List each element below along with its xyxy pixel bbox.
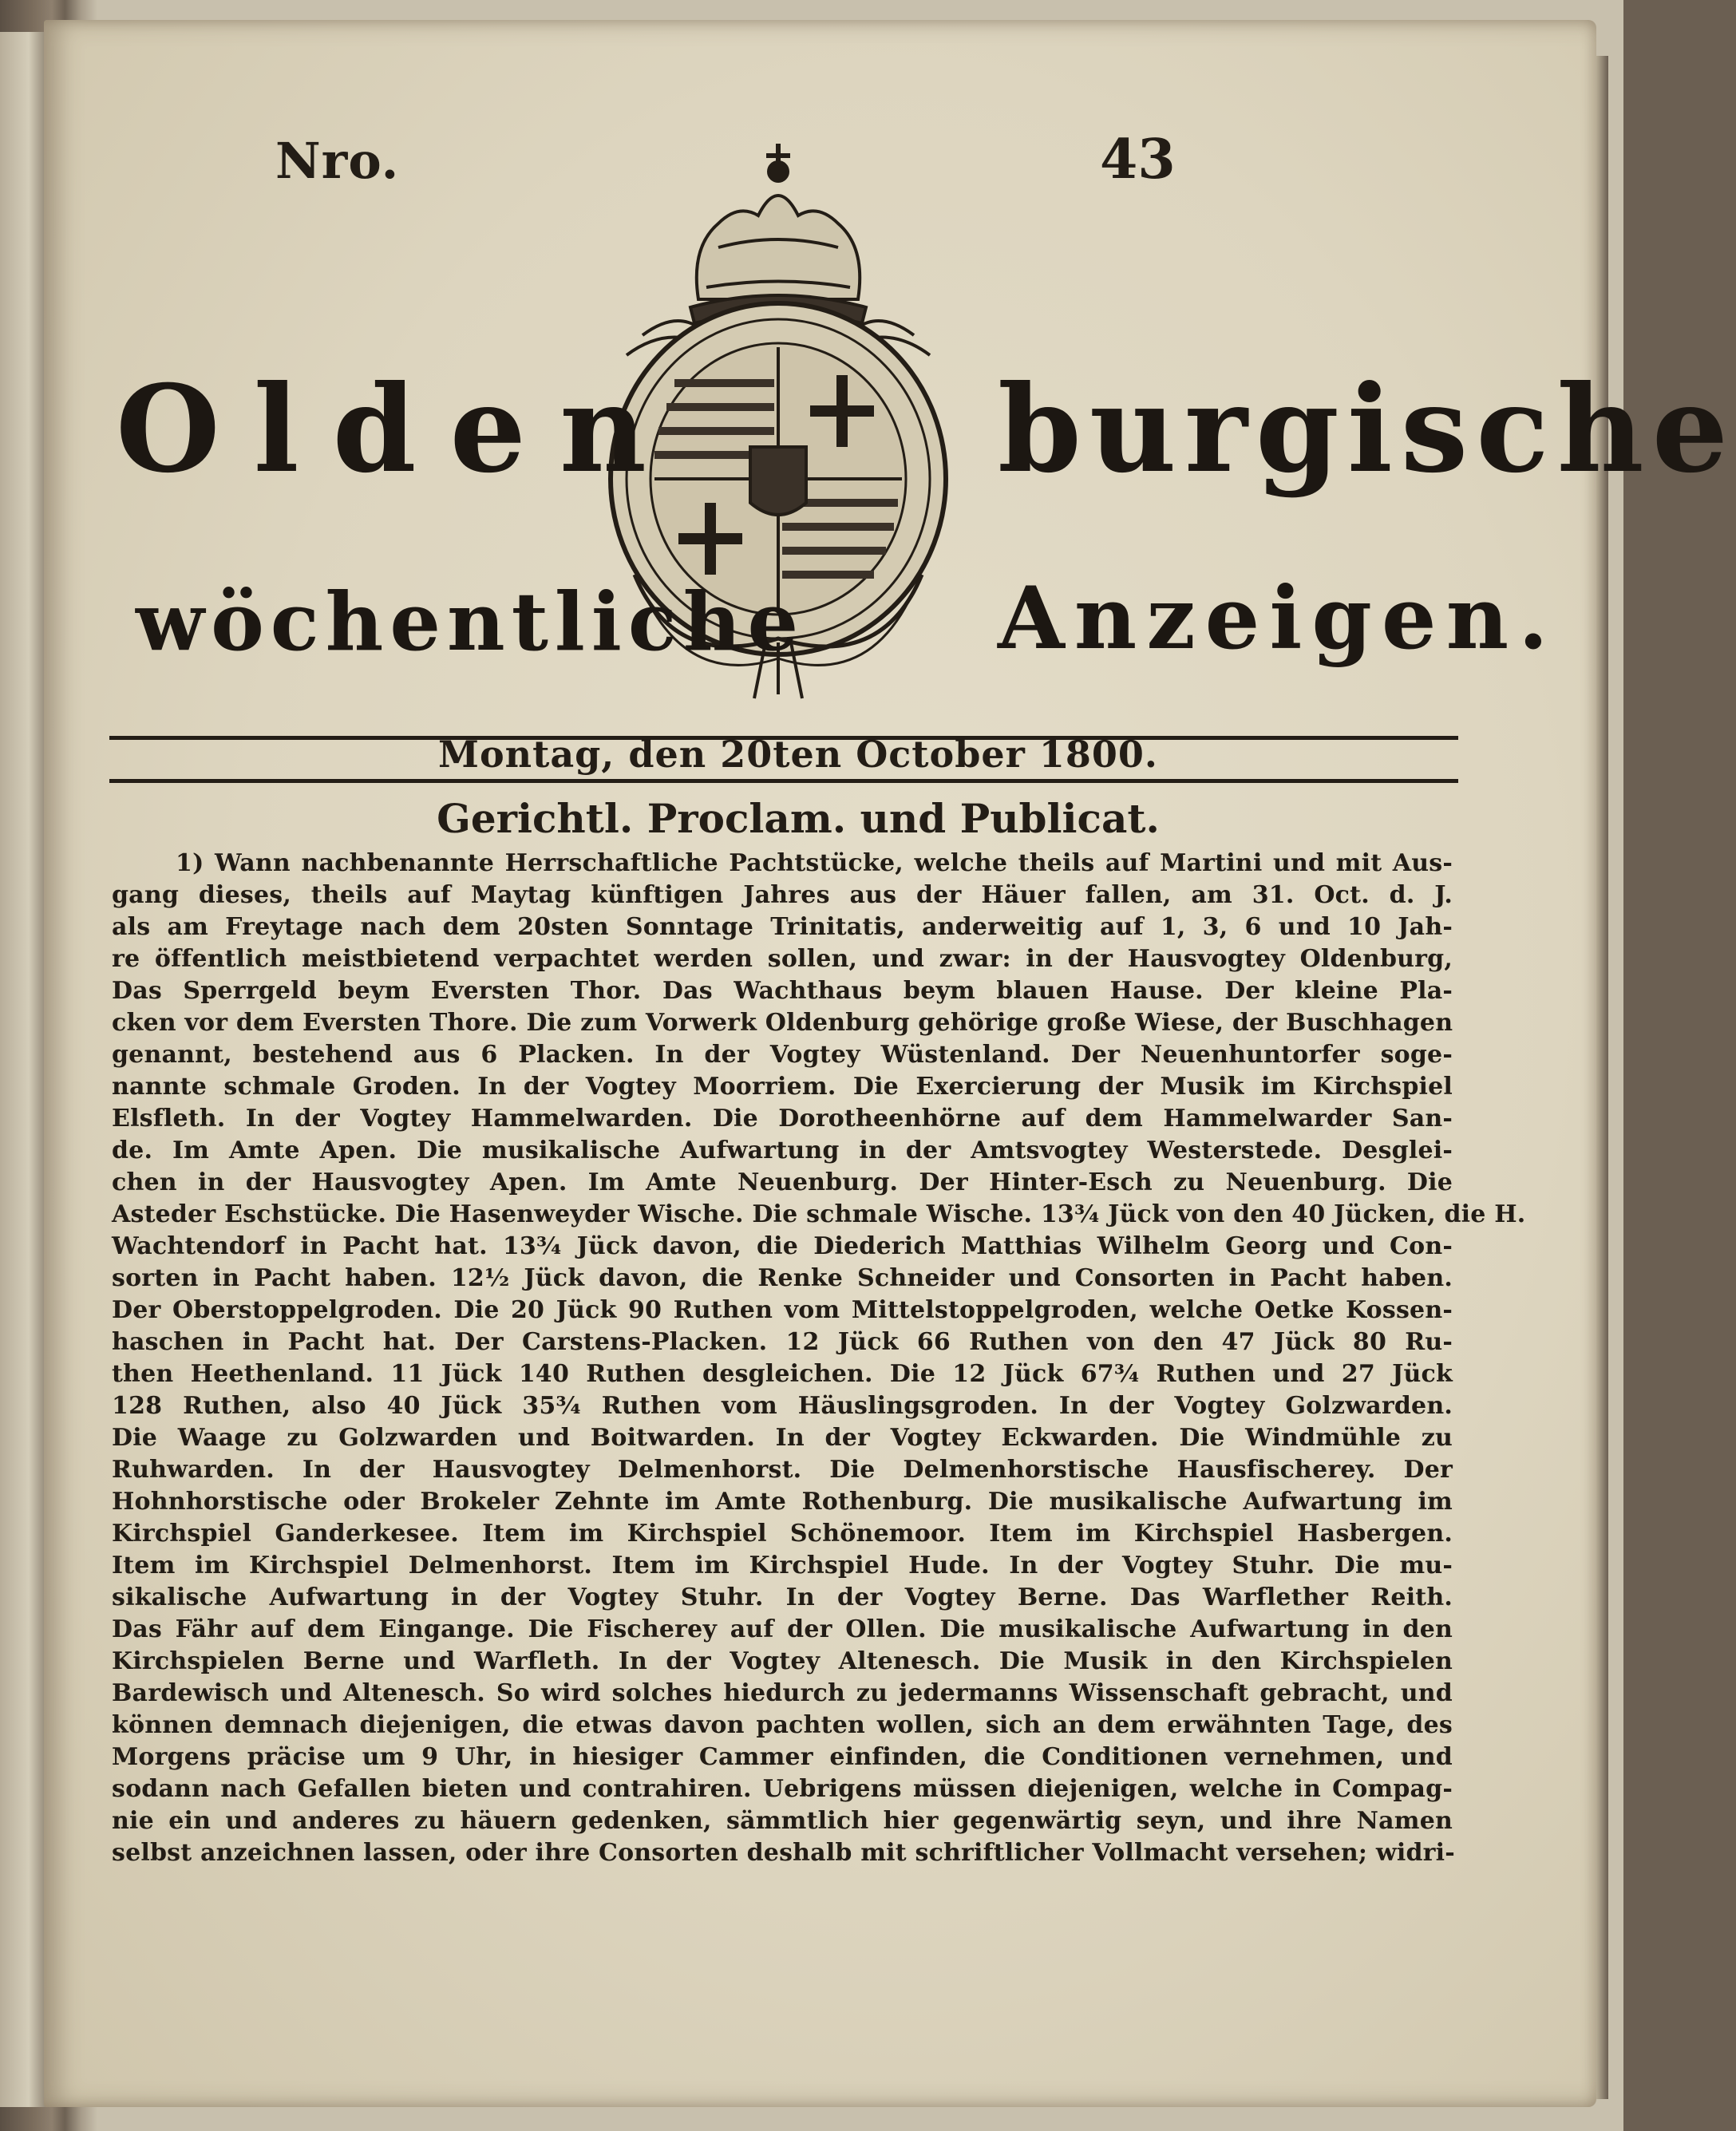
article-line: Das Sperrgeld beym Eversten Thor. Das Wachthaus beym blauen Hause. Der kleine Pla- (112, 977, 1453, 1005)
article-line: Das Fähr auf dem Eingange. Die Fischerey auf der Ollen. Die musikalische Aufwartung in den (112, 1615, 1453, 1643)
article-line: selbst anzeichnen lassen, oder ihre Consorten deshalb mit schriftlicher Vollmacht versehen; widri- (112, 1839, 1455, 1867)
facing-page-edge (0, 32, 48, 2107)
article-line: Elsfleth. In der Vogtey Hammelwarden. Die Dorotheenhörne auf dem Hammelwarder San- (112, 1105, 1453, 1133)
article-line: 1) Wann nachbenannte Herrschaftliche Pachtstücke, welche theils auf Martini und mit Aus- (176, 849, 1453, 877)
article-line: gang dieses, theils auf Maytag künftigen Jahres aus der Häuer fallen, am 31. Oct. d. J. (112, 881, 1453, 909)
article-line: Hohnhorstische oder Brokeler Zehnte im Amte Rothenburg. Die musikalische Aufwartung im (112, 1488, 1453, 1516)
article-line: nie ein und anderes zu häuern gedenken, sämmtlich hier gegenwärtig seyn, und ihre Namen (112, 1807, 1453, 1835)
article-line: Wachtendorf in Pacht hat. 13¾ Jück davon, die Diederich Matthias Wilhelm Georg und Con- (112, 1232, 1453, 1260)
article-line: cken vor dem Eversten Thore. Die zum Vorwerk Oldenburg gehörige große Wiese, der Buschhagen (112, 1009, 1453, 1037)
article-line: Item im Kirchspiel Delmenhorst. Item im Kirchspiel Hude. In der Vogtey Stuhr. Die mu- (112, 1552, 1453, 1579)
masthead-word-anzeigen: Anzeigen. (998, 568, 1558, 669)
article-line: haschen in Pacht hat. Der Carstens-Placken. 12 Jück 66 Ruthen von den 47 Jück 80 Ru- (112, 1328, 1453, 1356)
masthead-word-woechentliche: wöchentliche (136, 575, 805, 669)
article-line: re öffentlich meistbietend verpachtet werden sollen, und zwar: in der Hausvogtey Oldenburg, (112, 945, 1453, 973)
article-line: Kirchspielen Berne und Warfleth. In der Vogtey Altenesch. Die Musik in den Kirchspielen (112, 1647, 1453, 1675)
masthead-word-olden: Olden (116, 359, 681, 500)
article-line: sikalische Aufwartung in der Vogtey Stuhr. In der Vogtey Berne. Das Warflether Reith. (112, 1583, 1453, 1611)
article-body (112, 848, 1526, 1869)
issue-label: Nro. (275, 132, 400, 190)
article-line: sodann nach Gefallen bieten und contrahiren. Uebrigens müssen diejenigen, welche in Compag- (112, 1775, 1453, 1803)
article-line: nannte schmale Groden. In der Vogtey Moorriem. Die Exercierung der Musik im Kirchspiel (112, 1073, 1453, 1101)
article-line: Ruhwarden. In der Hausvogtey Delmenhorst. Die Delmenhorstische Hausfischerey. Der (112, 1456, 1453, 1484)
article-line: de. Im Amte Apen. Die musikalische Aufwartung in der Amtsvogtey Westerstede. Desglei- (112, 1137, 1453, 1164)
article-line: Bardewisch und Altenesch. So wird solches hiedurch zu jedermanns Wissenschaft gebracht, und (112, 1679, 1453, 1707)
article-line: Die Waage zu Golzwarden und Boitwarden. In der Vogtey Eckwarden. Die Windmühle zu (112, 1424, 1453, 1452)
issue-date: Montag, den 20ten October 1800. (438, 733, 1158, 776)
article-line: sorten in Pacht haben. 12½ Jück davon, die Renke Schneider und Consorten in Pacht haben. (112, 1264, 1453, 1292)
article-line: als am Freytage nach dem 20sten Sonntage Trinitatis, anderweitig auf 1, 3, 6 und 10 Jah- (112, 913, 1453, 941)
article-line: können demnach diejenigen, die etwas davon pachten wollen, sich an dem erwähnten Tage, des (112, 1711, 1453, 1739)
masthead-word-burgische: burgische (998, 359, 1736, 500)
article-line: chen in der Hausvogtey Apen. Im Amte Neuenburg. Der Hinter-Esch zu Neuenburg. Die (112, 1168, 1453, 1196)
section-title: Gerichtl. Proclam. und Publicat. (437, 795, 1160, 842)
article-line: genannt, bestehend aus 6 Placken. In der Vogtey Wüstenland. Der Neuenhuntorfer soge- (112, 1041, 1453, 1069)
article-line: Der Oberstoppelgroden. Die 20 Jück 90 Ruthen vom Mittelstoppelgroden, welche Oetke Kossen- (112, 1296, 1453, 1324)
issue-number: 43 (1100, 128, 1176, 192)
article-line: Kirchspiel Ganderkesee. Item im Kirchspiel Schönemoor. Item im Kirchspiel Hasbergen. (112, 1520, 1453, 1548)
article-line: Asteder Eschstücke. Die Hasenweyder Wische. Die schmale Wische. 13¾ Jück von den 40 Jücken, die H. (112, 1200, 1526, 1228)
article-line: then Heethenland. 11 Jück 140 Ruthen desgleichen. Die 12 Jück 67¾ Ruthen und 27 Jück (112, 1360, 1453, 1388)
article-line: Morgens präcise um 9 Uhr, in hiesiger Cammer einfinden, die Conditionen vernehmen, und (112, 1743, 1453, 1771)
date-rule (109, 779, 1458, 783)
article-line: 128 Ruthen, also 40 Jück 35¾ Ruthen vom Häuslingsgroden. In der Vogtey Golzwarden. (112, 1392, 1453, 1420)
